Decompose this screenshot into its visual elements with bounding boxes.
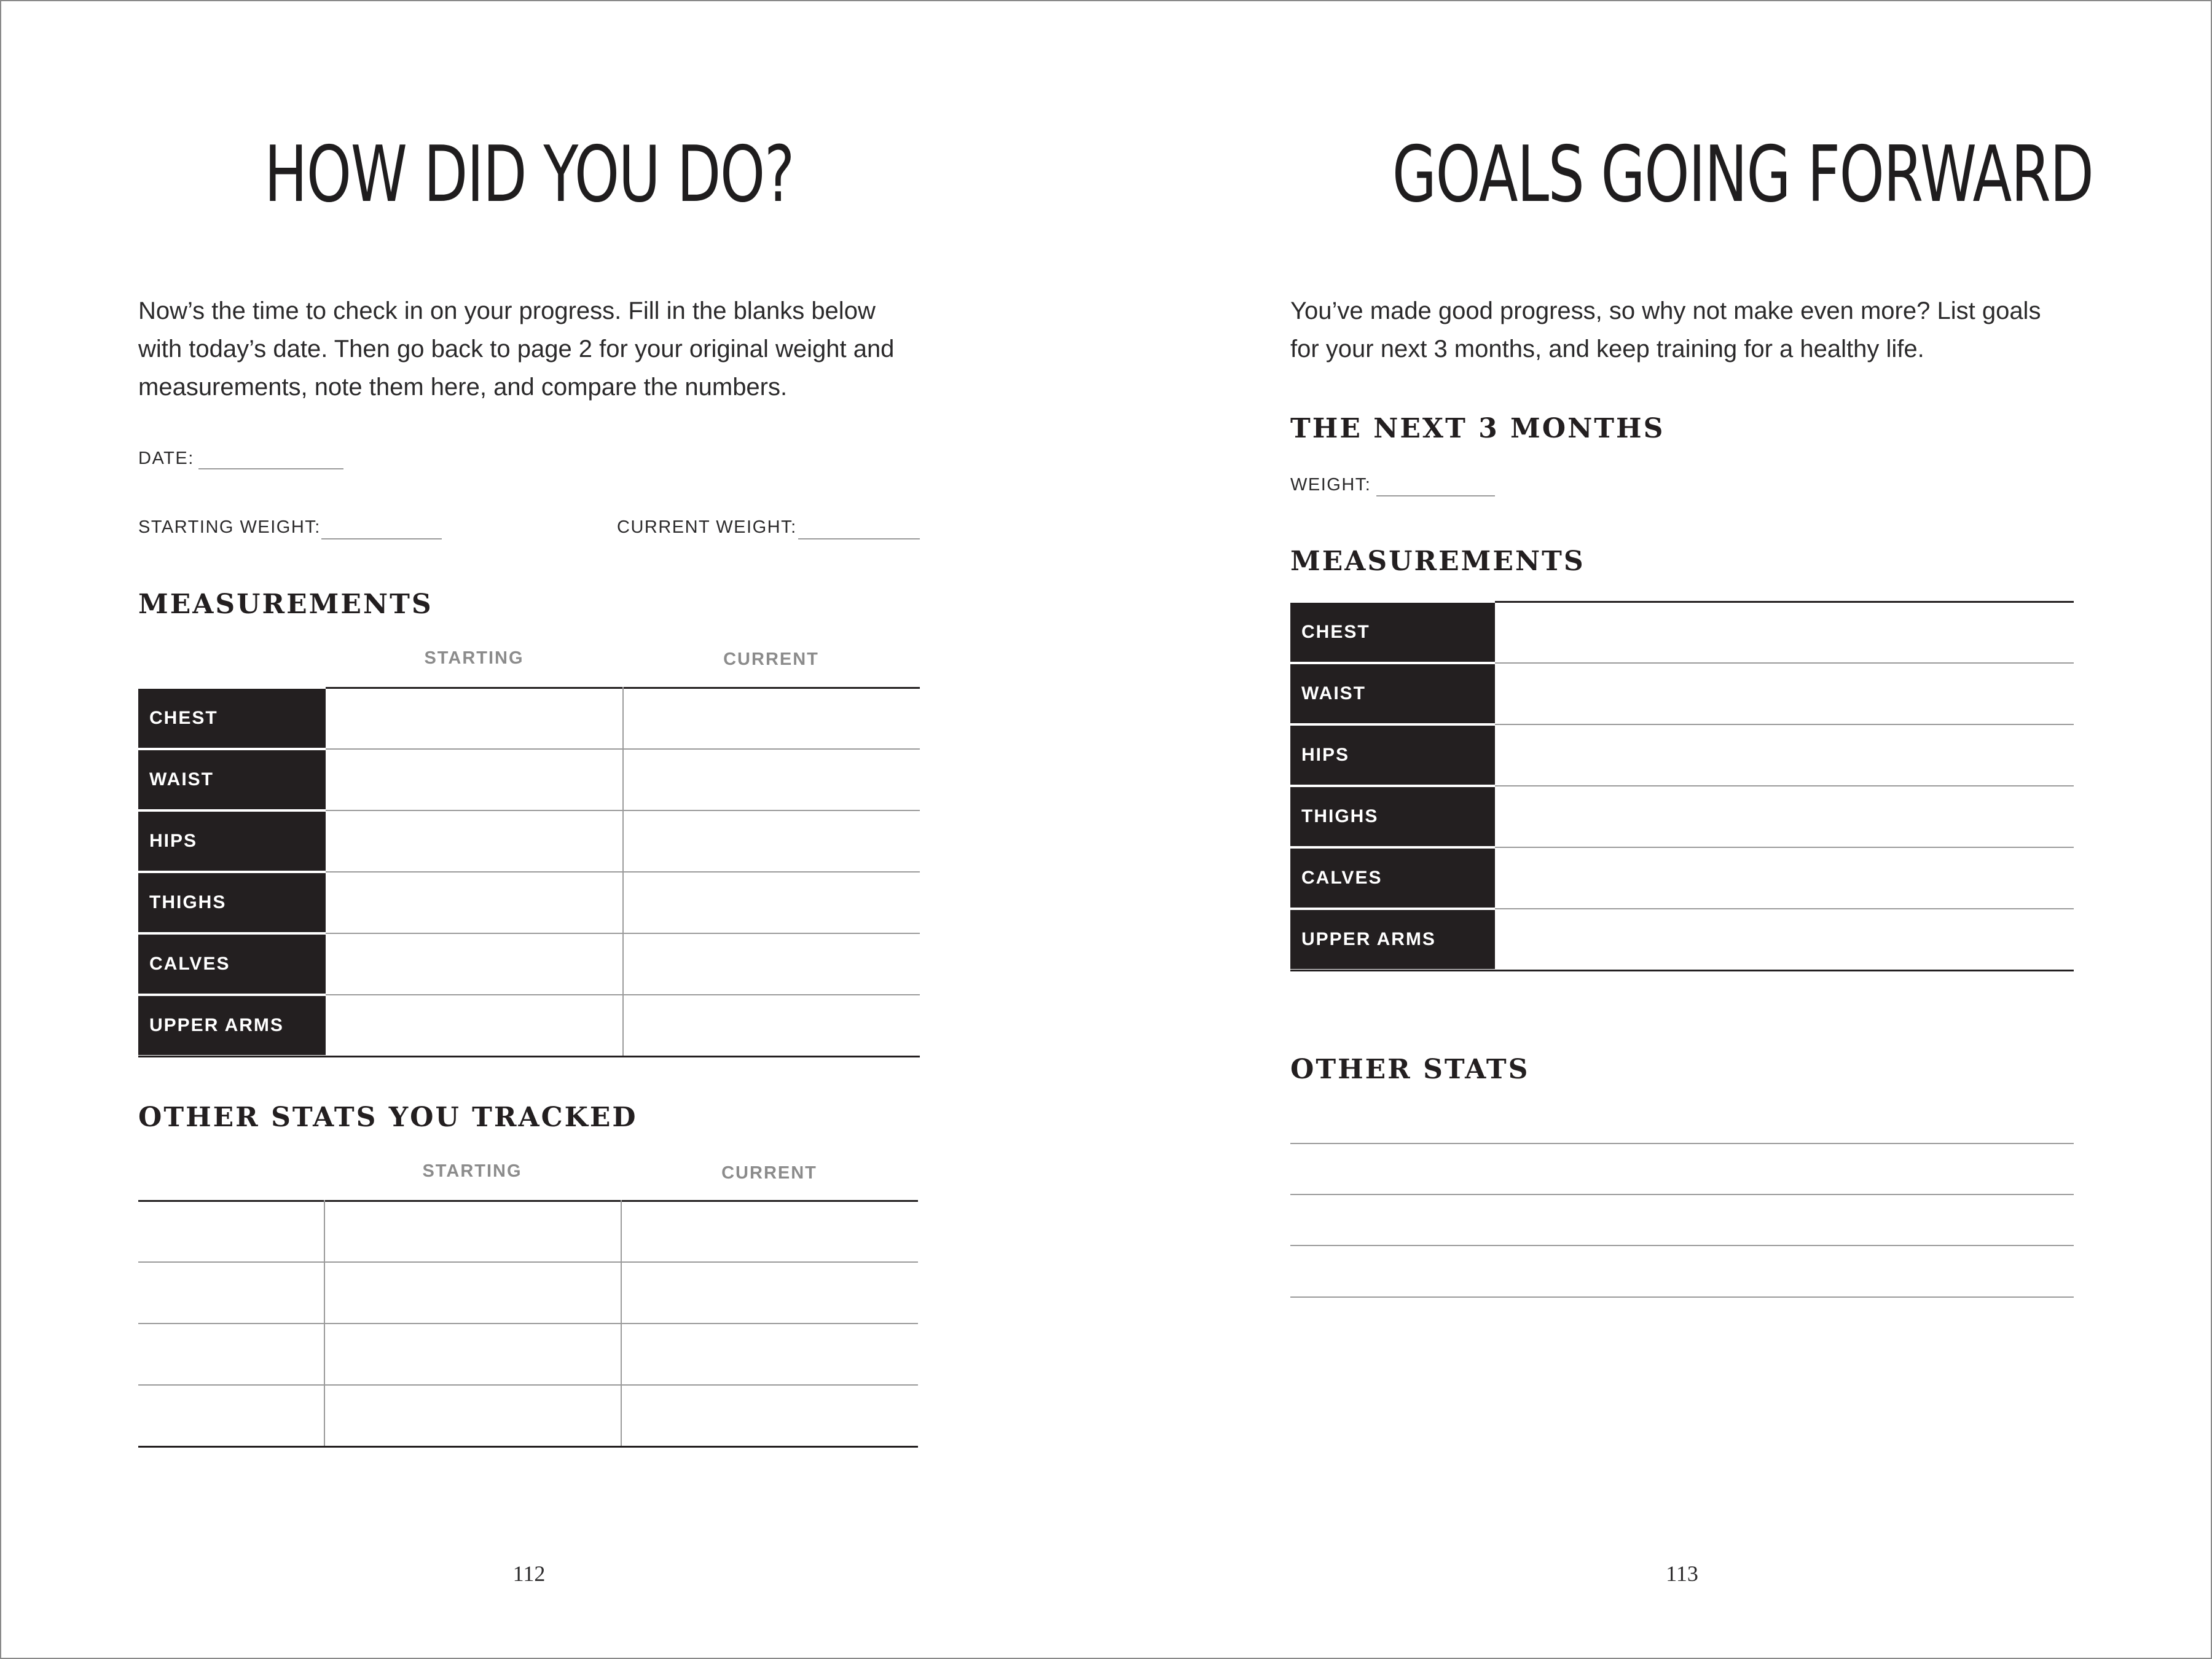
row-divider	[1290, 724, 1495, 725]
other-column-header-current: CURRENT	[721, 1163, 817, 1183]
current-cell[interactable]	[622, 748, 920, 810]
starting-cell[interactable]	[324, 1323, 621, 1384]
row-label: HIPS	[1290, 726, 1495, 785]
measurements-heading: MEASUREMENTS	[1290, 546, 1585, 577]
current-cell[interactable]	[622, 810, 920, 871]
other-column-header-starting: STARTING	[422, 1161, 522, 1181]
stat-name-cell[interactable]	[138, 1200, 324, 1261]
write-line[interactable]	[1290, 1296, 2074, 1298]
current-cell[interactable]	[622, 871, 920, 933]
starting-cell[interactable]	[324, 1200, 621, 1261]
row-label: THIGHS	[1290, 787, 1495, 846]
table-bottom-rule	[138, 1446, 918, 1448]
other-stats-heading: OTHER STATS	[1290, 1054, 1530, 1085]
current-weight-field[interactable]	[798, 538, 920, 539]
other-stats-heading: OTHER STATS YOU TRACKED	[138, 1102, 638, 1133]
row-label: WAIST	[1290, 664, 1495, 723]
starting-cell[interactable]	[326, 810, 622, 871]
page-title: HOW DID YOU DO?	[264, 129, 794, 219]
goal-cell[interactable]	[1495, 601, 2074, 662]
row-divider	[138, 871, 326, 873]
current-cell[interactable]	[621, 1261, 918, 1323]
goal-cell[interactable]	[1495, 908, 2074, 970]
write-line[interactable]	[1290, 1194, 2074, 1195]
stat-name-cell[interactable]	[138, 1384, 324, 1446]
weight-label: WEIGHT:	[1290, 475, 1371, 495]
current-cell[interactable]	[621, 1323, 918, 1384]
goal-cell[interactable]	[1495, 785, 2074, 847]
starting-cell[interactable]	[326, 933, 622, 994]
date-label: DATE:	[138, 449, 194, 468]
row-divider	[1290, 908, 1495, 909]
starting-cell[interactable]	[326, 994, 622, 1056]
goal-cell[interactable]	[1495, 662, 2074, 724]
row-label: CALVES	[138, 935, 326, 994]
left-page	[138, 0, 920, 1659]
write-line[interactable]	[1290, 1245, 2074, 1246]
row-label: UPPER ARMS	[138, 996, 326, 1055]
starting-weight-label: STARTING WEIGHT:	[138, 517, 321, 537]
row-label: CHEST	[138, 689, 326, 748]
right-page	[1290, 0, 2093, 1659]
next-months-heading: THE NEXT 3 MONTHS	[1290, 413, 1665, 444]
starting-weight-field[interactable]	[321, 538, 442, 539]
starting-cell[interactable]	[324, 1384, 621, 1446]
column-header-starting: STARTING	[424, 648, 524, 668]
row-rule	[1495, 785, 2074, 786]
table-top-rule	[1495, 601, 2074, 603]
row-divider	[1290, 785, 1495, 786]
row-divider	[1290, 847, 1495, 848]
row-label: HIPS	[138, 812, 326, 871]
starting-cell[interactable]	[326, 687, 622, 748]
intro-text: Now’s the time to check in on your progress. Fill in the blanks below with today’s date. Then go back to page 2 for your original weight and measurements, note them here, and compare the numbers.	[138, 297, 895, 401]
row-label: CALVES	[1290, 849, 1495, 908]
row-divider	[1290, 662, 1495, 664]
weight-field[interactable]	[1376, 495, 1495, 496]
current-cell[interactable]	[622, 687, 920, 748]
table-bottom-rule	[138, 1056, 920, 1057]
row-label: THIGHS	[138, 873, 326, 932]
row-rule	[1495, 847, 2074, 848]
goal-cell[interactable]	[1495, 847, 2074, 908]
row-divider	[138, 748, 326, 750]
table-bottom-rule	[1290, 970, 2074, 971]
page-number: 112	[512, 1561, 546, 1586]
goal-cell[interactable]	[1495, 724, 2074, 785]
row-rule	[1495, 662, 2074, 664]
current-cell[interactable]	[622, 933, 920, 994]
starting-cell[interactable]	[326, 748, 622, 810]
row-divider	[138, 933, 326, 934]
row-label: CHEST	[1290, 603, 1495, 662]
row-divider	[138, 994, 326, 995]
row-rule	[1495, 908, 2074, 909]
date-field[interactable]	[198, 468, 343, 469]
row-label: UPPER ARMS	[1290, 910, 1495, 969]
starting-cell[interactable]	[326, 871, 622, 933]
stat-name-cell[interactable]	[138, 1261, 324, 1323]
write-line[interactable]	[1290, 1143, 2074, 1144]
measurements-heading: MEASUREMENTS	[138, 589, 433, 620]
current-weight-label: CURRENT WEIGHT:	[617, 517, 797, 537]
stat-name-cell[interactable]	[138, 1323, 324, 1384]
column-rule	[622, 687, 624, 1056]
row-label: WAIST	[138, 750, 326, 809]
current-cell[interactable]	[621, 1384, 918, 1446]
current-cell[interactable]	[622, 994, 920, 1056]
row-rule	[1495, 724, 2074, 725]
row-divider	[138, 810, 326, 811]
starting-cell[interactable]	[324, 1261, 621, 1323]
page-title: GOALS GOING FORWARD	[1392, 129, 2093, 219]
intro-text: You’ve made good progress, so why not make even more? List goals for your next 3 months, and keep training for a healthy life.	[1290, 297, 2041, 363]
column-header-current: CURRENT	[723, 649, 819, 669]
current-cell[interactable]	[621, 1200, 918, 1261]
page-number: 113	[1666, 1561, 1698, 1586]
